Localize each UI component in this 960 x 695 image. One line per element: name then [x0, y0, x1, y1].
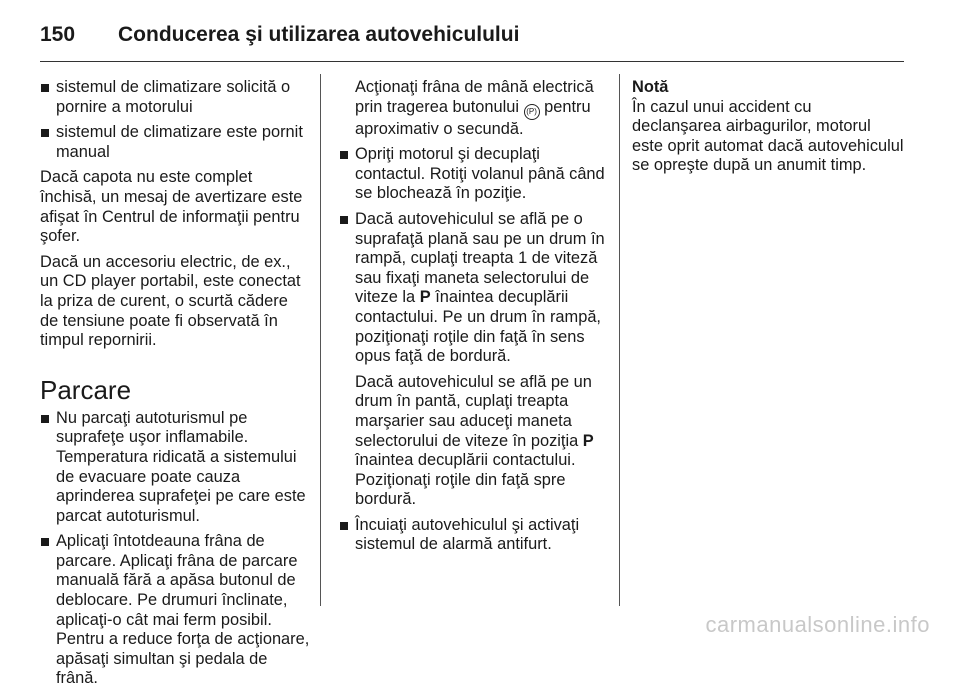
column-3 — [632, 78, 904, 182]
text-span: pentru aproximativ o secundă. — [355, 97, 591, 138]
gear-position-p: P — [582, 431, 594, 450]
page-number: 150 — [40, 23, 76, 46]
column-2 — [339, 78, 607, 561]
text-span: Acţionaţi frâna de mână electrică prin tragerea butonului — [355, 78, 594, 116]
text-span: Dacă autovehiculul se află pe un drum în pantă, cuplaţi treapta marşarier sau aduceţi maneta selectorului de viteze în poziţia — [355, 372, 592, 450]
page-title: Conducerea şi utilizarea autovehiculului — [118, 23, 520, 46]
column-divider-2 — [619, 74, 620, 606]
paragraph: Dacă capota nu este complet închisă, un mesaj de avertizare este afişat în Centrul de informaţii pentru şofer. — [40, 168, 303, 246]
page-header — [40, 18, 519, 52]
parking-brake-icon: (P) — [524, 104, 540, 120]
paragraph: Dacă un accesoriu electric, de ex., un CD player portabil, este conectat la priza de curent, o scurtă cădere de tensiune poate fi observată în timpul repornirii. — [40, 252, 301, 350]
column-1 — [40, 78, 310, 695]
text-span: Dacă autovehiculul se află pe o suprafaţă plană sau pe un drum în rampă, cuplaţi treapta 1 de viteză sau fixaţi maneta selectorului de viteze la — [355, 209, 605, 307]
text-span: înaintea decuplării contactului. Poziţionaţi roţile din faţă spre bordură. — [355, 451, 576, 509]
header-divider — [40, 61, 904, 62]
text-span: înaintea decuplării contactului. Pe un drum în rampă, poziţionaţi roţile din faţă în sens opus faţă de bordură. — [355, 288, 601, 366]
list-item-continuation — [339, 78, 607, 139]
note-title: Notă — [632, 78, 669, 96]
section-title: Parcare — [40, 374, 132, 405]
list-item: sistemul de climatizare solicită o pornire a motorului — [40, 78, 310, 117]
list-item: Încuiaţi autovehiculul şi activaţi sistemul de alarmă antifurt. — [339, 516, 607, 555]
list-item-continuation — [339, 373, 607, 510]
watermark: carmanualsonline.info — [705, 612, 930, 637]
list-item: Aplicaţi întotdeauna frâna de parcare. Aplicaţi frâna de parcare manuală fără a apăsa butonul de deblocare. Pe drumuri înclinate, aplicaţi-o cât mai ferm posibil. Pentru a reduce forţa de acţionare, apăsaţi simultan şi pedala de frână. — [40, 532, 310, 689]
column-divider-1 — [320, 74, 321, 606]
gear-position-p: P — [419, 288, 431, 307]
list-item: Nu parcaţi autoturismul pe suprafeţe uşor inflamabile. Temperatura ridicată a sistemului de evacuare poate cauza aprinderea suprafeţei pe care este parcat autoturismul. — [40, 409, 310, 527]
note-text: În cazul unui accident cu declanşarea airbagurilor, motorul este oprit automat dacă autovehiculul se opreşte după un anumit timp. — [632, 97, 904, 175]
list-item — [339, 210, 607, 367]
list-item: Opriţi motorul şi decuplaţi contactul. Rotiţi volanul până când se blochează în poziţie. — [339, 145, 607, 204]
list-item: sistemul de climatizare este pornit manual — [40, 123, 310, 162]
